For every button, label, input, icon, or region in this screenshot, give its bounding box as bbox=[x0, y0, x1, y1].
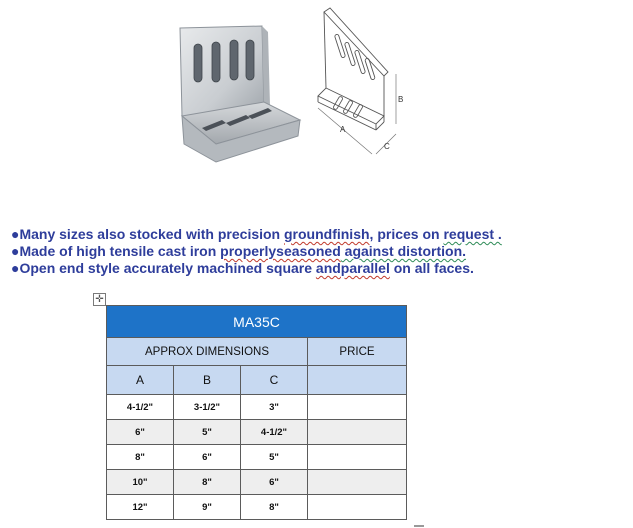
bullet-icon: ● bbox=[11, 226, 20, 242]
cell-price bbox=[308, 395, 407, 420]
cell-a: 10" bbox=[107, 470, 174, 495]
cell-a: 6" bbox=[107, 420, 174, 445]
bullet-icon: ● bbox=[11, 243, 20, 259]
cell-price bbox=[308, 495, 407, 520]
table-row bbox=[107, 395, 407, 420]
table-move-handle-icon[interactable]: ✛ bbox=[93, 293, 106, 306]
cell-c: 3" bbox=[241, 395, 308, 420]
svg-text:A: A bbox=[340, 125, 346, 134]
table-row bbox=[107, 470, 407, 495]
table-row bbox=[107, 445, 407, 470]
table-row bbox=[107, 495, 407, 520]
cell-c: 6" bbox=[241, 470, 308, 495]
angle-plate-drawing bbox=[296, 4, 408, 170]
column-header-c: C bbox=[241, 366, 308, 395]
column-header-price bbox=[308, 366, 407, 395]
cell-a: 12" bbox=[107, 495, 174, 520]
table-title: MA35C bbox=[107, 306, 407, 338]
cell-c: 8" bbox=[241, 495, 308, 520]
column-header-a: A bbox=[107, 366, 174, 395]
price-header: PRICE bbox=[308, 338, 407, 366]
cell-b: 5" bbox=[174, 420, 241, 445]
cell-b: 6" bbox=[174, 445, 241, 470]
column-header-b: B bbox=[174, 366, 241, 395]
table-end-marker bbox=[414, 525, 424, 527]
svg-text:B: B bbox=[398, 95, 404, 104]
cell-b: 3-1/2" bbox=[174, 395, 241, 420]
spec-table bbox=[106, 305, 407, 520]
cell-price bbox=[308, 420, 407, 445]
table-row bbox=[107, 420, 407, 445]
cell-c: 4-1/2" bbox=[241, 420, 308, 445]
bullet-icon: ● bbox=[11, 260, 20, 276]
dimensions-header: APPROX DIMENSIONS bbox=[107, 338, 308, 366]
cell-b: 9" bbox=[174, 495, 241, 520]
cell-a: 8" bbox=[107, 445, 174, 470]
cell-b: 8" bbox=[174, 470, 241, 495]
svg-text:C: C bbox=[384, 142, 390, 151]
cell-c: 5" bbox=[241, 445, 308, 470]
cell-price bbox=[308, 470, 407, 495]
angle-plate-photo bbox=[172, 20, 304, 166]
cell-a: 4-1/2" bbox=[107, 395, 174, 420]
bullet-line: ●Many sizes also stocked with precision groundfinish, prices on request . bbox=[11, 226, 502, 242]
bullet-line: ●Made of high tensile cast iron properlyseasoned against distortion. bbox=[11, 243, 467, 259]
cell-price bbox=[308, 445, 407, 470]
bullet-line: ●Open end style accurately machined square andparallel on all faces. bbox=[11, 260, 474, 276]
